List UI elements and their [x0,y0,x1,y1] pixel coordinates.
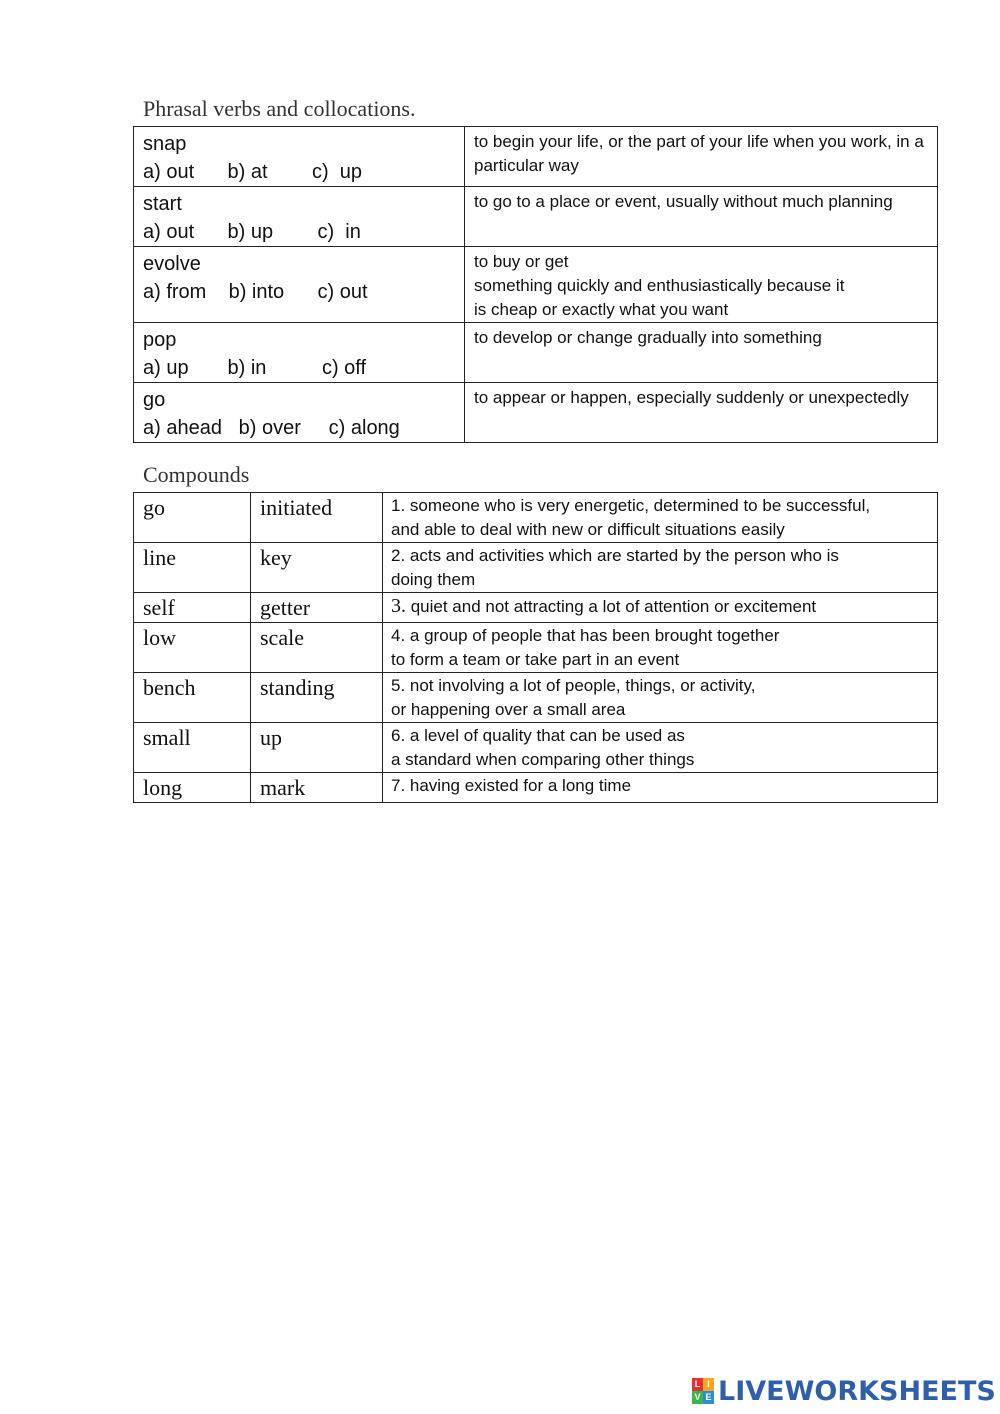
verb-cell [134,323,465,383]
table-row [134,127,938,187]
first-word: low [134,623,251,673]
definition-number: 3. [391,595,406,617]
definition [383,673,938,723]
definition-line: or happening over a small area [391,700,626,719]
logo-tile: E [703,1391,714,1404]
logo-tile: L [692,1378,703,1391]
verb-cell [134,247,465,323]
definition [383,773,938,803]
definition: to develop or change gradually into something [465,323,938,383]
table-row [134,543,938,593]
verb-cell [134,383,465,443]
definition-line: 7. having existed for a long time [391,776,632,795]
first-word: bench [134,673,251,723]
first-word: small [134,723,251,773]
definition: to begin your life, or the part of your life when you work, in a particular way [465,127,938,187]
definition-line: and able to deal with new or difficult situations easily [391,520,785,539]
definition-line: doing them [391,570,476,589]
second-word: up [251,723,383,773]
liveworksheets-logo [692,1374,996,1408]
phrasal-verbs-title: Phrasal verbs and collocations. [143,96,416,121]
definition [383,493,938,543]
second-word: key [251,543,383,593]
table-row [134,493,938,543]
second-word: scale [251,623,383,673]
verb-cell [134,127,465,187]
logo-text: LIVEWORKSHEETS [718,1375,996,1407]
logo-tile: V [692,1391,703,1404]
definition-line: 6. a level of quality that can be used as [391,726,685,745]
options: a) out b) up c) in [143,221,361,243]
definition-line: to buy or get [474,252,569,271]
table-row [134,187,938,247]
table-row [134,323,938,383]
verb: go [143,389,166,411]
table-row [134,383,938,443]
definition-line: is cheap or exactly what you want [474,300,729,319]
second-word: mark [251,773,383,803]
options: a) ahead b) over c) along [143,417,400,439]
options: a) out b) at c) up [143,161,362,183]
definition-line: 2. acts and activities which are started by the person who is [391,546,839,565]
phrasal-verbs-table [133,126,938,443]
definition [465,247,938,323]
liveworksheets-logo-icon [692,1378,714,1404]
compounds-title: Compounds [143,462,250,487]
definition-line: to form a team or take part in an event [391,650,680,669]
definition-line: 1. someone who is very energetic, determined to be successful, [391,496,871,515]
first-word: self [134,593,251,623]
verb-cell [134,187,465,247]
definition: to appear or happen, especially suddenly or unexpectedly [465,383,938,443]
definition [383,593,938,623]
table-row [134,773,938,803]
definition [383,623,938,673]
second-word: getter [251,593,383,623]
verb: pop [143,329,177,351]
table-row [134,673,938,723]
second-word: standing [251,673,383,723]
logo-tile: I [703,1378,714,1391]
table-row [134,623,938,673]
definition-line: 4. a group of people that has been brought together [391,626,780,645]
first-word: go [134,493,251,543]
verb: snap [143,133,187,155]
definition: to go to a place or event, usually without much planning [465,187,938,247]
verb: start [143,193,182,215]
second-word: initiated [251,493,383,543]
definition-line: something quickly and enthusiastically because it [474,276,845,295]
options: a) from b) into c) out [143,281,368,303]
definition-line: a standard when comparing other things [391,750,695,769]
verb: evolve [143,253,201,275]
definition-line: 5. not involving a lot of people, things, or activity, [391,676,756,695]
first-word: long [134,773,251,803]
definition [383,723,938,773]
table-row [134,247,938,323]
compounds-table [133,492,938,803]
table-row [134,723,938,773]
definition [383,543,938,593]
first-word: line [134,543,251,593]
table-row [134,593,938,623]
options: a) up b) in c) off [143,357,367,379]
definition-text: quiet and not attracting a lot of attention or excitement [406,597,817,616]
